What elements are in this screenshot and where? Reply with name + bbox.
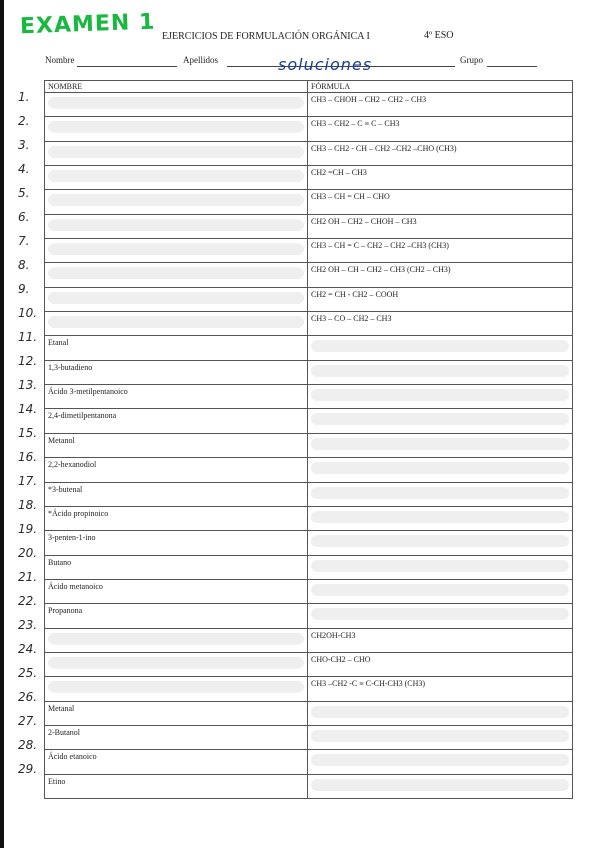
formula-cell[interactable] <box>308 433 573 457</box>
blank-answer-area <box>48 219 304 231</box>
table-row <box>45 433 573 457</box>
apellidos-label: Apellidos <box>183 55 218 65</box>
row-number: 14. <box>18 402 38 416</box>
formula-cell[interactable] <box>308 725 573 749</box>
formula-cell[interactable]: CH3 – CH = CH – CHO <box>308 190 573 214</box>
blank-answer-area <box>48 681 304 693</box>
formula-cell[interactable] <box>308 604 573 628</box>
blank-answer-area <box>311 730 569 742</box>
blank-answer-area <box>48 170 304 182</box>
nombre-cell[interactable]: *3-butenal <box>45 482 308 506</box>
row-number: 23. <box>18 618 38 632</box>
nombre-cell[interactable]: Ácido 3-metilpentanoico <box>45 385 308 409</box>
formula-cell[interactable]: CH3 – CH2 - CH – CH2 –CH2 –CHO (CH3) <box>308 141 573 165</box>
table-row <box>45 166 573 190</box>
blank-answer-area <box>311 779 569 791</box>
table-row <box>45 117 573 141</box>
row-number: 3. <box>18 138 30 152</box>
table-row <box>45 385 573 409</box>
handwritten-exam-title: EXAMEN 1 <box>19 9 156 40</box>
table-row <box>45 701 573 725</box>
nombre-cell[interactable]: *Ácido propinoico <box>45 506 308 530</box>
nombre-cell[interactable]: Etanal <box>45 336 308 360</box>
blank-answer-area <box>48 243 304 255</box>
column-header-formula: FÓRMULA <box>308 81 573 93</box>
row-number: 13. <box>18 378 38 392</box>
nombre-cell[interactable]: 3-penten-1-ino <box>45 531 308 555</box>
formula-cell[interactable]: CH3 – CO – CH2 – CH3 <box>308 312 573 336</box>
blank-answer-area <box>311 487 569 499</box>
nombre-cell[interactable] <box>45 93 308 117</box>
nombre-cell[interactable]: 1,3-butadieno <box>45 360 308 384</box>
row-number: 7. <box>18 234 30 248</box>
column-header-nombre: NOMBRE <box>45 81 308 93</box>
table-row <box>45 312 573 336</box>
blank-answer-area <box>48 633 304 645</box>
nombre-cell[interactable] <box>45 652 308 676</box>
formula-cell[interactable] <box>308 360 573 384</box>
table-row <box>45 336 573 360</box>
row-number: 9. <box>18 282 30 296</box>
nombre-cell[interactable] <box>45 190 308 214</box>
nombre-cell[interactable] <box>45 287 308 311</box>
blank-answer-area <box>311 754 569 766</box>
row-number: 26. <box>18 690 38 704</box>
table-row <box>45 409 573 433</box>
table-row <box>45 239 573 263</box>
blank-answer-area <box>311 413 569 425</box>
nombre-cell[interactable]: Propanona <box>45 604 308 628</box>
table-row <box>45 531 573 555</box>
table-row <box>45 190 573 214</box>
nombre-cell[interactable] <box>45 214 308 238</box>
formula-cell[interactable]: CH3 –CH2 -C ≡ C-CH-CH3 (CH3) <box>308 677 573 701</box>
row-number: 29. <box>18 762 38 776</box>
grupo-line[interactable] <box>487 66 537 67</box>
nombre-line[interactable] <box>77 66 177 67</box>
formula-cell[interactable] <box>308 774 573 798</box>
row-number: 21. <box>18 570 38 584</box>
nombre-cell[interactable]: 2,4-dimetilpentanona <box>45 409 308 433</box>
blank-answer-area <box>311 365 569 377</box>
nombre-cell[interactable]: Metanal <box>45 701 308 725</box>
row-number: 17. <box>18 474 38 488</box>
row-number: 2. <box>18 114 30 128</box>
formula-cell[interactable] <box>308 409 573 433</box>
row-number: 1. <box>18 90 30 104</box>
table-row <box>45 579 573 603</box>
table-body <box>45 93 573 799</box>
table-row <box>45 214 573 238</box>
student-info-row <box>45 55 545 74</box>
formula-cell[interactable] <box>308 506 573 530</box>
blank-answer-area <box>311 511 569 523</box>
row-number: 5. <box>18 186 30 200</box>
nombre-cell[interactable]: Metanol <box>45 433 308 457</box>
formula-cell[interactable]: CH3 – CH = C – CH2 – CH2 –CH3 (CH3) <box>308 239 573 263</box>
table-row <box>45 774 573 798</box>
formula-cell[interactable] <box>308 482 573 506</box>
table-row <box>45 750 573 774</box>
blank-answer-area <box>311 608 569 620</box>
row-number: 28. <box>18 738 38 752</box>
row-number: 12. <box>18 354 38 368</box>
table-row <box>45 93 573 117</box>
blank-answer-area <box>48 121 304 133</box>
formula-cell[interactable] <box>308 336 573 360</box>
nombre-cell[interactable] <box>45 628 308 652</box>
nombre-cell[interactable] <box>45 263 308 287</box>
table-row <box>45 628 573 652</box>
nombre-cell[interactable]: Butano <box>45 555 308 579</box>
nombre-cell[interactable] <box>45 117 308 141</box>
formula-cell[interactable]: CH2 =CH – CH3 <box>308 166 573 190</box>
blank-answer-area <box>48 194 304 206</box>
formula-cell[interactable] <box>308 579 573 603</box>
row-number: 24. <box>18 642 38 656</box>
row-number: 25. <box>18 666 38 680</box>
formula-cell[interactable] <box>308 750 573 774</box>
table-row <box>45 141 573 165</box>
formula-cell[interactable]: CH3 – CHOH – CH2 – CH2 – CH3 <box>308 93 573 117</box>
formula-cell[interactable]: CH2 = CH - CH2 – COOH <box>308 287 573 311</box>
blank-answer-area <box>48 657 304 669</box>
row-number: 19. <box>18 522 38 536</box>
formula-cell[interactable] <box>308 531 573 555</box>
blank-answer-area <box>48 146 304 158</box>
formulation-table <box>44 80 573 799</box>
row-number: 15. <box>18 426 38 440</box>
grupo-label: Grupo <box>460 55 483 65</box>
table-row <box>45 263 573 287</box>
row-number: 27. <box>18 714 38 728</box>
row-number: 6. <box>18 210 30 224</box>
nombre-cell[interactable] <box>45 677 308 701</box>
nombre-cell[interactable] <box>45 166 308 190</box>
row-number: 4. <box>18 162 30 176</box>
nombre-label: Nombre <box>45 55 75 65</box>
blank-answer-area <box>311 340 569 352</box>
row-number: 16. <box>18 450 38 464</box>
row-number: 20. <box>18 546 38 560</box>
formula-cell[interactable]: CH2 OH – CH – CH2 – CH3 (CH2 – CH3) <box>308 263 573 287</box>
blank-answer-area <box>48 316 304 328</box>
table-row <box>45 482 573 506</box>
blank-answer-area <box>311 438 569 450</box>
row-number: 10. <box>18 306 38 320</box>
blank-answer-area <box>311 560 569 572</box>
page-edge-shadow <box>0 0 4 848</box>
formula-cell[interactable] <box>308 458 573 482</box>
row-number: 18. <box>18 498 38 512</box>
row-number: 8. <box>18 258 30 272</box>
blank-answer-area <box>311 462 569 474</box>
nombre-cell[interactable] <box>45 239 308 263</box>
formula-cell[interactable] <box>308 555 573 579</box>
formula-cell[interactable] <box>308 701 573 725</box>
formula-cell[interactable]: CHO-CH2 – CHO <box>308 652 573 676</box>
apellidos-handwritten-value: soluciones <box>278 55 373 74</box>
row-number: 22. <box>18 594 38 608</box>
formula-cell[interactable]: CH2 OH – CH2 – CHOH – CH3 <box>308 214 573 238</box>
formula-cell[interactable]: CH2OH-CH3 <box>308 628 573 652</box>
table-row <box>45 360 573 384</box>
blank-answer-area <box>311 706 569 718</box>
worksheet-title: EJERCICIOS DE FORMULACIÓN ORGÁNICA I <box>162 31 370 42</box>
table-row <box>45 555 573 579</box>
nombre-cell[interactable]: Ácido etanoico <box>45 750 308 774</box>
table-row <box>45 677 573 701</box>
formula-cell[interactable]: CH3 – CH2 – C ≡ C – CH3 <box>308 117 573 141</box>
table-row <box>45 287 573 311</box>
formula-cell[interactable] <box>308 385 573 409</box>
blank-answer-area <box>311 584 569 596</box>
blank-answer-area <box>311 389 569 401</box>
nombre-cell[interactable]: 2,2-hexanodiol <box>45 458 308 482</box>
blank-answer-area <box>48 97 304 109</box>
table-row <box>45 725 573 749</box>
row-number: 11. <box>18 330 38 344</box>
nombre-cell[interactable]: Etino <box>45 774 308 798</box>
blank-answer-area <box>48 267 304 279</box>
table-row <box>45 458 573 482</box>
table-row <box>45 506 573 530</box>
nombre-cell[interactable] <box>45 312 308 336</box>
blank-answer-area <box>311 535 569 547</box>
table-row <box>45 652 573 676</box>
nombre-cell[interactable] <box>45 141 308 165</box>
course-label: 4º ESO <box>424 30 454 41</box>
table-row <box>45 604 573 628</box>
nombre-cell[interactable]: Ácido metanoico <box>45 579 308 603</box>
nombre-cell[interactable]: 2-Butanol <box>45 725 308 749</box>
blank-answer-area <box>48 292 304 304</box>
